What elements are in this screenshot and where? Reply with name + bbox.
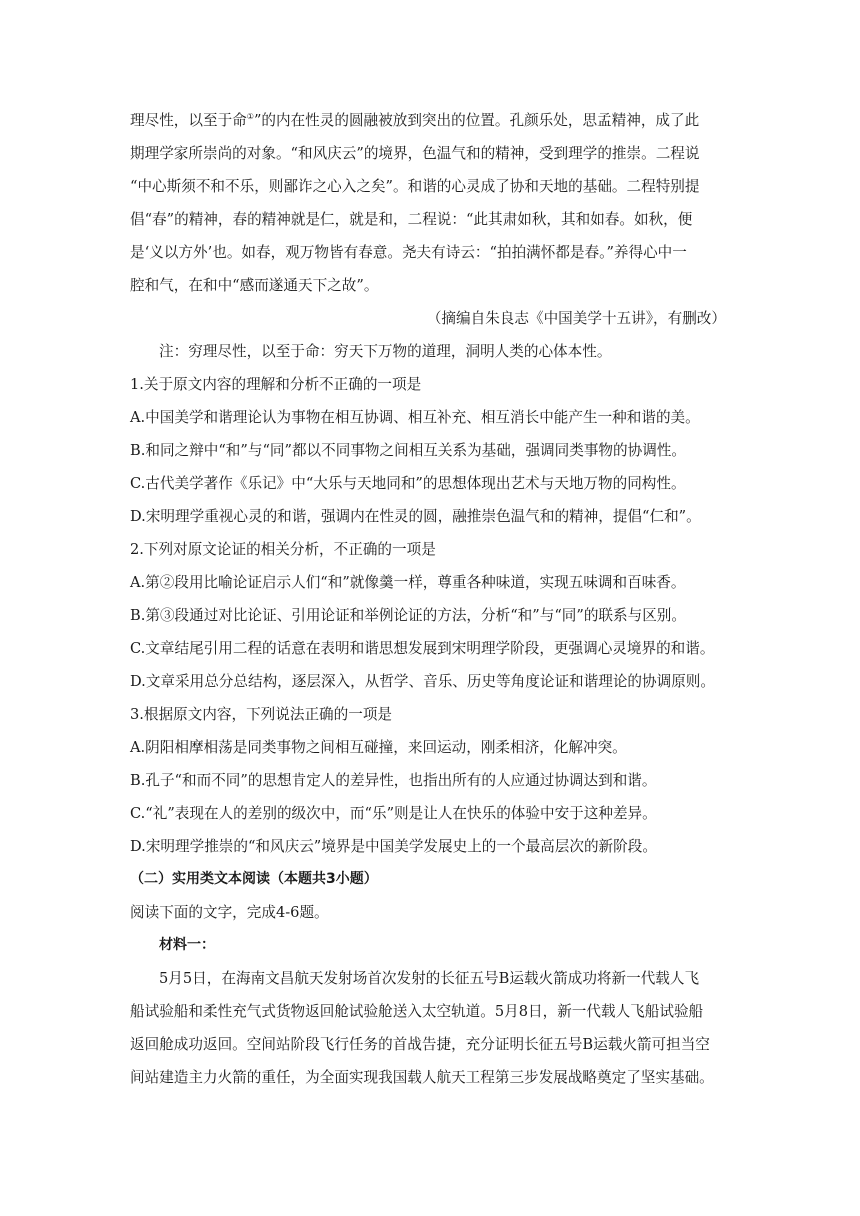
question-option: B.和同之辩中“和”与“同”都以不同事物之间相互关系为基础，强调同类事物的协调性。 bbox=[130, 442, 686, 459]
passage-line bbox=[130, 104, 730, 137]
question-stem: 2.下列对原文论证的相关分析，不正确的一项是 bbox=[130, 541, 436, 558]
question-option: D.文章采用总分总结构，逐层深入，从哲学、音乐、历史等角度论证和谐理论的协调原则。 bbox=[130, 673, 715, 690]
question-option: D.宋明理学推崇的“和风庆云”境界是中国美学发展史上的一个最高层次的新阶段。 bbox=[130, 838, 657, 855]
material-line: 5月5日，在海南文昌航天发射场首次发射的长征五号B运载火箭成功将新一代载人飞 bbox=[159, 970, 700, 987]
question-option: B.第③段通过对比论证、引用论证和举例论证的方法，分析“和”与“同”的联系与区别。 bbox=[130, 607, 686, 624]
question-option: B.孔子“和而不同”的思想肯定人的差异性，也指出所有的人应通过协调达到和谐。 bbox=[130, 772, 657, 789]
question-option: A.阴阳相摩相荡是同类事物之间相互碰撞，来回运动，刚柔相济，化解冲突。 bbox=[130, 739, 627, 756]
passage-line: 是‘义以方外’也。如春，观万物皆有春意。尧夫有诗云：“拍拍满怀都是春。”养得心中一 bbox=[130, 244, 687, 261]
material-line: 返回舱成功返回。空间站阶段飞行任务的首战告捷，充分证明长征五号B运载火箭可担当空 bbox=[130, 1036, 710, 1053]
document-body bbox=[130, 104, 730, 1094]
passage-line: “中心斯须不和不乐，则鄙诈之心入之矣”。和谐的心灵成了协和天地的基础。二程特别提 bbox=[130, 178, 700, 195]
source-citation: （摘编自朱良志《中国美学十五讲》，有删改） bbox=[426, 310, 726, 327]
question-option: C.古代美学著作《乐记》中“大乐与天地同和”的思想体现出艺术与天地万物的同构性。 bbox=[130, 475, 686, 492]
question-option: A.第②段用比喻论证启示人们“和”就像羹一样，尊重各种味道，实现五味调和百味香。 bbox=[130, 574, 686, 591]
footnote: 注：穷理尽性，以至于命：穷天下万物的道理，洞明人类的心体本性。 bbox=[159, 343, 612, 360]
passage-text: 理尽性，以至于命 bbox=[130, 112, 247, 129]
question-option: A.中国美学和谐理论认为事物在相互协调、相互补充、相互消长中能产生一种和谐的美。 bbox=[130, 409, 700, 426]
material-line: 间站建造主力火箭的重任，为全面实现我国载人航天工程第三步发展战略奠定了坚实基础。 bbox=[130, 1069, 714, 1086]
passage-text: ”的内在性灵的圆融被放到突出的位置。孔颜乐处，思孟精神，成了此 bbox=[253, 112, 700, 129]
question-option: D.宋明理学重视心灵的和谐，强调内在性灵的圆，融推崇色温气和的精神，提倡“仁和”。 bbox=[130, 508, 701, 525]
question-option: C.“礼”表现在人的差别的级次中，而“乐”则是让人在快乐的体验中安于这种差异。 bbox=[130, 805, 657, 822]
question-option: C.文章结尾引用二程的话意在表明和谐思想发展到宋明理学阶段，更强调心灵境界的和谐。 bbox=[130, 640, 715, 657]
instruction-text: 阅读下面的文字，完成4-6题。 bbox=[130, 904, 329, 921]
question-stem: 1.关于原文内容的理解和分析不正确的一项是 bbox=[130, 376, 422, 393]
passage-line: 倡“春”的精神，春的精神就是仁，就是和，二程说：“此其肃如秋，其和如春。如秋，便 bbox=[130, 211, 693, 228]
passage-line: 腔和气，在和中“感而遂通天下之故”。 bbox=[130, 277, 379, 294]
passage-line: 期理学家所崇尚的对象。“和风庆云”的境界，色温气和的精神，受到理学的推崇。二程说 bbox=[130, 145, 700, 162]
section-heading: （二）实用类文本阅读（本题共3小题） bbox=[130, 871, 378, 887]
material-label: 材料一： bbox=[159, 937, 215, 953]
material-line: 船试验船和柔性充气式货物返回舱试验舱送入太空轨道。5月8日，新一代载人飞船试验船 bbox=[130, 1003, 704, 1020]
question-stem: 3.根据原文内容，下列说法正确的一项是 bbox=[130, 706, 393, 723]
footnote-marker: ① bbox=[246, 112, 254, 122]
